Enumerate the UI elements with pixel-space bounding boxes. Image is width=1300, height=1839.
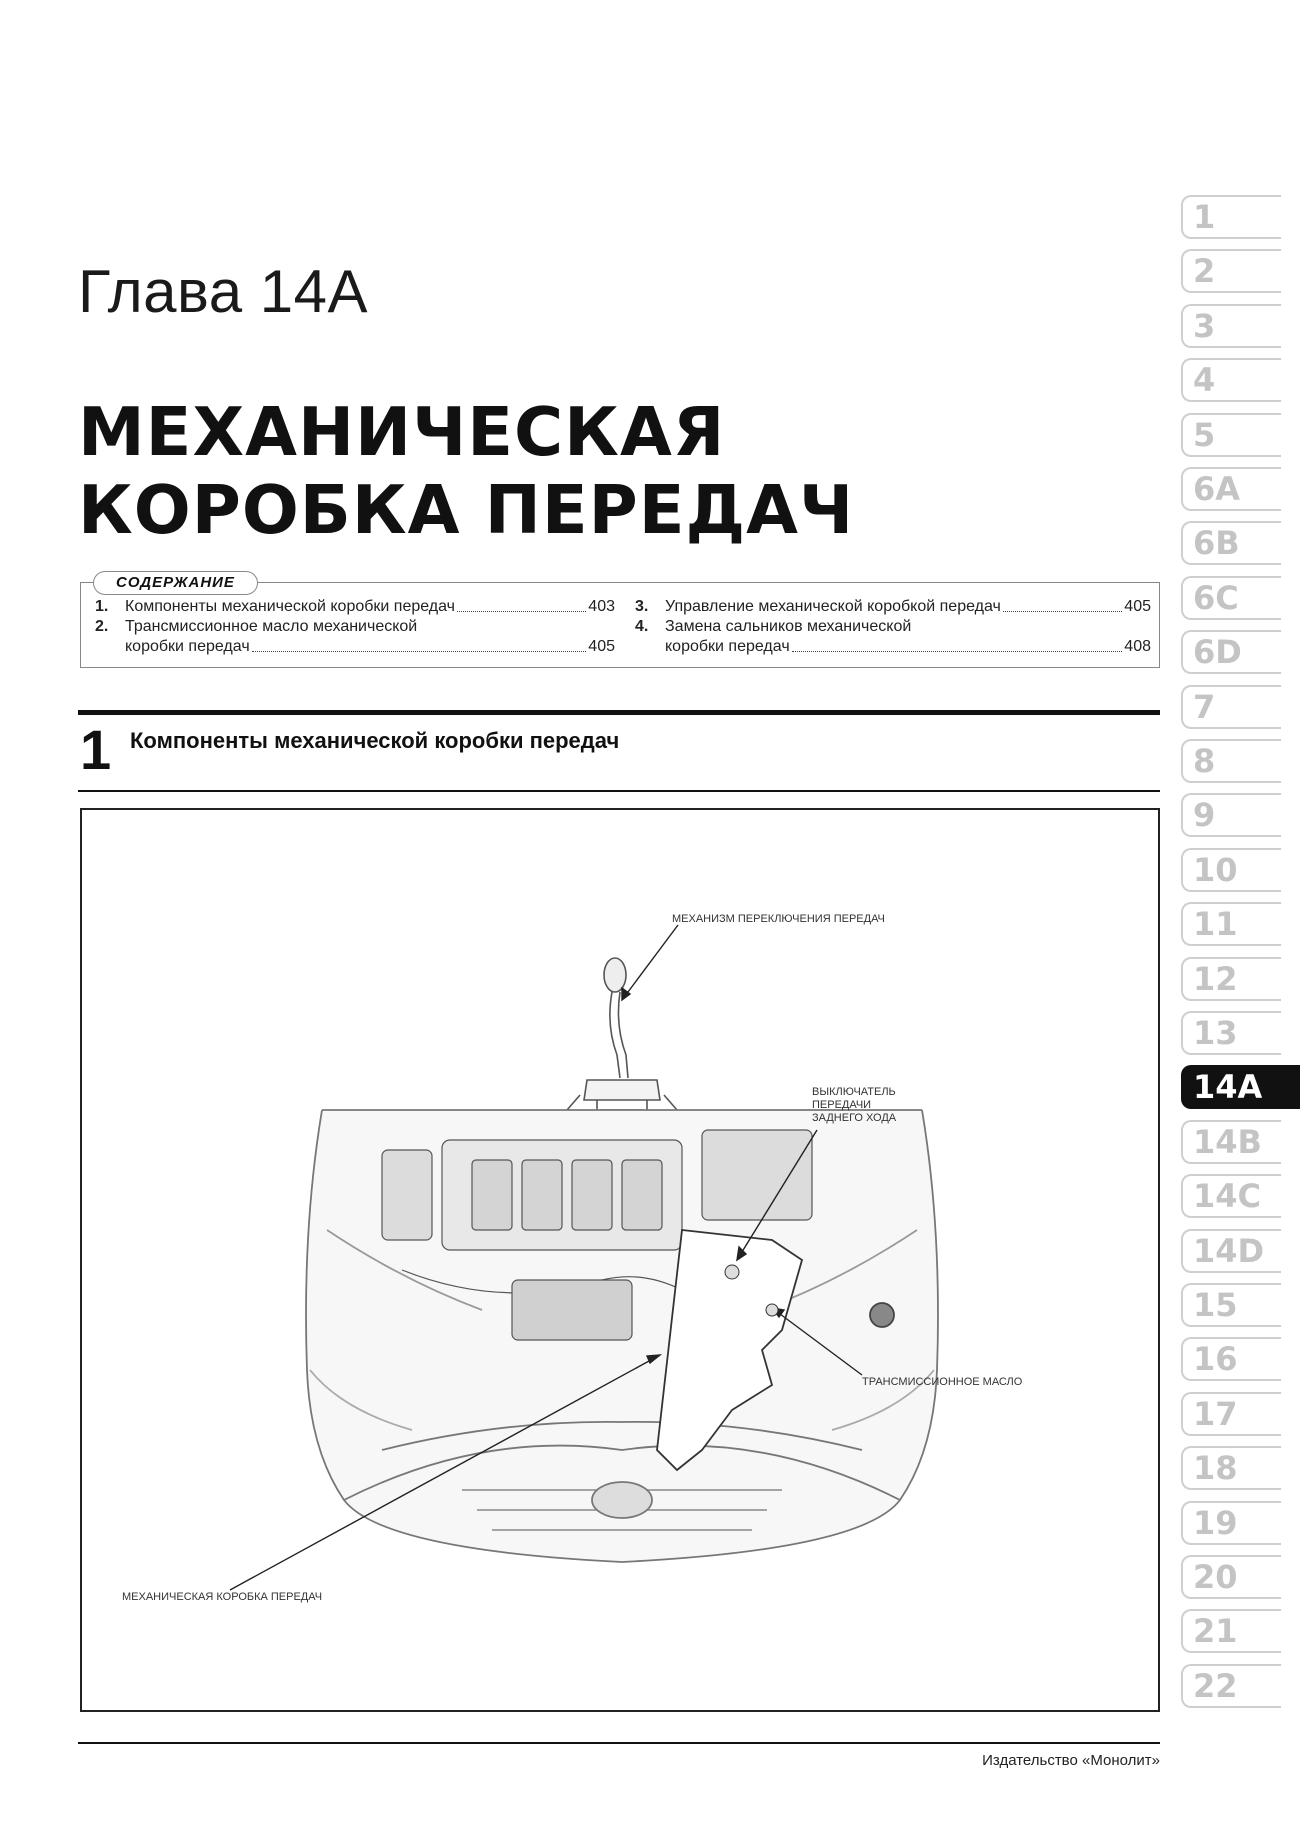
toc-column-right	[635, 597, 1151, 657]
chapter-tab-14d[interactable]: 14D	[1181, 1229, 1281, 1273]
chapter-tab-14a[interactable]: 14A	[1181, 1065, 1300, 1109]
toc-item-3[interactable]	[635, 597, 1151, 617]
oil-plug-marker	[766, 1304, 778, 1316]
toc-item-number: 4.	[635, 618, 649, 635]
toc-heading: СОДЕРЖАНИЕ	[93, 571, 258, 595]
figure-frame	[80, 808, 1160, 1712]
toc-item-number: 1.	[95, 598, 109, 615]
callout-reverse-switch-line-3: ЗАДНЕГО ХОДА	[812, 1112, 897, 1124]
toc-item-text: Трансмиссионное масло механической	[125, 618, 418, 635]
section-number: 1	[80, 718, 112, 781]
publisher-name: Издательство «Монолит»	[982, 1752, 1160, 1769]
toc-item-4[interactable]	[635, 617, 1151, 657]
chapter-tab-12[interactable]: 12	[1181, 957, 1281, 1001]
toc-item-1[interactable]	[95, 597, 615, 617]
chapter-tab-22[interactable]: 22	[1181, 1664, 1281, 1708]
toc-item-2[interactable]	[95, 617, 615, 657]
chapter-tab-9[interactable]: 9	[1181, 793, 1281, 837]
toc-item-page: 405	[588, 638, 615, 655]
callout-transmission-oil: ТРАНСМИССИОННОЕ МАСЛО	[862, 1376, 1023, 1388]
toc-item-number: 3.	[635, 598, 649, 615]
section-title: Компоненты механической коробки передач	[130, 728, 620, 753]
chapter-tab-13[interactable]: 13	[1181, 1011, 1281, 1055]
toc-item-text: коробки передач	[125, 638, 250, 655]
toc-item-page: 405	[1124, 598, 1151, 615]
chapter-tab-14b[interactable]: 14B	[1181, 1120, 1281, 1164]
chapter-tab-3[interactable]: 3	[1181, 304, 1281, 348]
chapter-tab-11[interactable]: 11	[1181, 902, 1281, 946]
chapter-tab-21[interactable]: 21	[1181, 1609, 1281, 1653]
chapter-tab-5[interactable]: 5	[1181, 413, 1281, 457]
chapter-tab-6c[interactable]: 6C	[1181, 576, 1281, 620]
publisher-footer-rule	[78, 1742, 1160, 1744]
toc-item-text: Замена сальников механической	[665, 618, 912, 635]
chapter-tab-6b[interactable]: 6B	[1181, 521, 1281, 565]
chapter-tab-20[interactable]: 20	[1181, 1555, 1281, 1599]
chapter-title-line-1: МЕХАНИЧЕСКАЯ	[78, 393, 726, 471]
callout-reverse-switch-line-1: ВЫКЛЮЧАТЕЛЬ	[812, 1086, 896, 1098]
chapter-tab-1[interactable]: 1	[1181, 195, 1281, 239]
toc-column-left	[95, 597, 615, 657]
section-rule-bottom	[78, 790, 1160, 792]
chapter-tab-18[interactable]: 18	[1181, 1446, 1281, 1490]
chapter-tab-7[interactable]: 7	[1181, 685, 1281, 729]
section-rule-top	[78, 710, 1160, 715]
chapter-tab-17[interactable]: 17	[1181, 1392, 1281, 1436]
toc-item-page: 408	[1124, 638, 1151, 655]
callout-shift-mechanism: МЕХАНИЗМ ПЕРЕКЛЮЧЕНИЯ ПЕРЕДАЧ	[672, 913, 885, 925]
toc-item-text: Управление механической коробкой передач	[665, 598, 1001, 615]
chapter-tab-10[interactable]: 10	[1181, 848, 1281, 892]
chapter-tab-4[interactable]: 4	[1181, 358, 1281, 402]
callout-reverse-switch-line-2: ПЕРЕДАЧИ	[812, 1099, 872, 1111]
chapter-tab-14c[interactable]: 14C	[1181, 1174, 1281, 1218]
toc-item-page: 403	[588, 598, 615, 615]
toc-item-text: Компоненты механической коробки передач	[125, 598, 456, 615]
chapter-tab-6d[interactable]: 6D	[1181, 630, 1281, 674]
chapter-tab-19[interactable]: 19	[1181, 1501, 1281, 1545]
chapter-tab-16[interactable]: 16	[1181, 1337, 1281, 1381]
chapter-title	[78, 393, 854, 549]
callout-gearbox: МЕХАНИЧЕСКАЯ КОРОБКА ПЕРЕДАЧ	[122, 1591, 323, 1603]
table-of-contents	[80, 574, 1160, 668]
toc-item-text: коробки передач	[665, 638, 790, 655]
chapter-tab-6a[interactable]: 6A	[1181, 467, 1281, 511]
engine-bay-illustration	[82, 810, 1158, 1710]
chapter-title-line-2: КОРОБКА ПЕРЕДАЧ	[78, 471, 855, 549]
chapter-tab-2[interactable]: 2	[1181, 249, 1281, 293]
reverse-switch-marker	[725, 1265, 739, 1279]
chapter-tab-8[interactable]: 8	[1181, 739, 1281, 783]
chapter-tab-15[interactable]: 15	[1181, 1283, 1281, 1327]
toc-item-number: 2.	[95, 618, 109, 635]
chapter-label: Глава 14А	[78, 258, 368, 325]
